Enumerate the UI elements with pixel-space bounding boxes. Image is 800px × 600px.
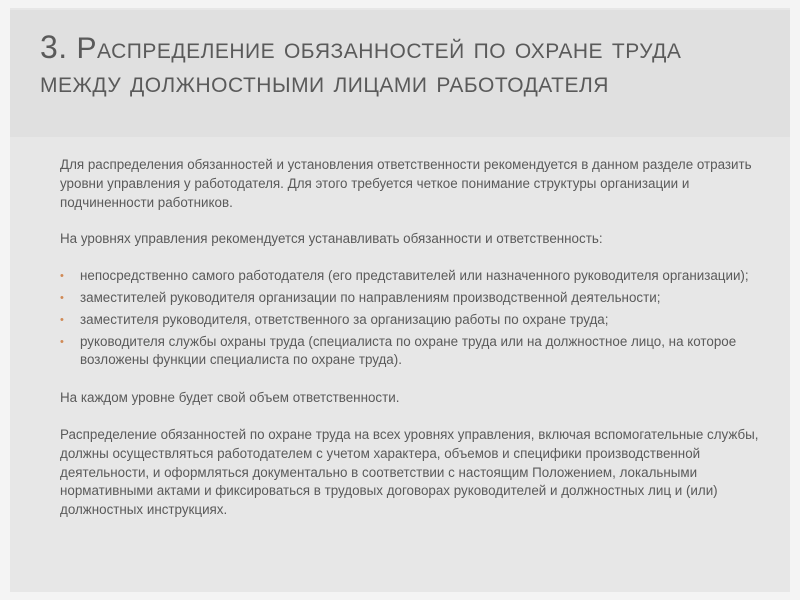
bullet-icon: • xyxy=(60,291,64,304)
body-paragraph-1: Для распределения обязанностей и установления ответственности рекомендуется в данном разделе отразить уровни управления у работодателя. Для этого требуется четкое понимание структуры организации и подчиненности работников. xyxy=(60,157,752,210)
title-number: 3. xyxy=(40,29,68,65)
body-paragraph-4: Распределение обязанностей по охране труда на всех уровнях управления, включая вспомогательные службы, должны осуществляться работодателем с учетом характера, объемов и специфики производственной деятельности, и оформляться документально в соответствии с настоящим Положением, локальными нормативными актами и фиксироваться в трудовых договорах руководителей и должностных лиц и (или) должностных инструкциях. xyxy=(60,426,759,518)
responsibility-list xyxy=(60,267,760,370)
bullet-icon: • xyxy=(60,270,64,283)
list-item xyxy=(60,289,760,308)
list-item xyxy=(60,333,760,371)
slide-body xyxy=(60,156,760,538)
list-item-text: непосредственно самого работодателя (его представителей или назначенного руководителя организации); xyxy=(80,268,749,284)
list-item xyxy=(60,311,760,330)
body-paragraph-2: На уровнях управления рекомендуется устанавливать обязанности и ответственность: xyxy=(60,231,603,247)
slide-title xyxy=(40,30,760,100)
list-item xyxy=(60,267,760,286)
list-item-text: руководителя службы охраны труда (специалиста по охране труда или на должностное лицо, на которое возложены функции специалиста по охране труда). xyxy=(80,333,737,368)
list-item-text: заместителя руководителя, ответственного за организацию работы по охране труда; xyxy=(80,311,609,327)
bullet-icon: • xyxy=(60,313,64,326)
bullet-icon: • xyxy=(60,335,64,348)
list-item-text: заместителей руководителя организации по направлениям производственной деятельности; xyxy=(80,289,661,305)
title-text: Распределение обязанностей по охране труда между должностными лицами работодателя xyxy=(40,32,682,99)
body-paragraph-3: На каждом уровне будет свой объем ответственности. xyxy=(60,390,400,406)
